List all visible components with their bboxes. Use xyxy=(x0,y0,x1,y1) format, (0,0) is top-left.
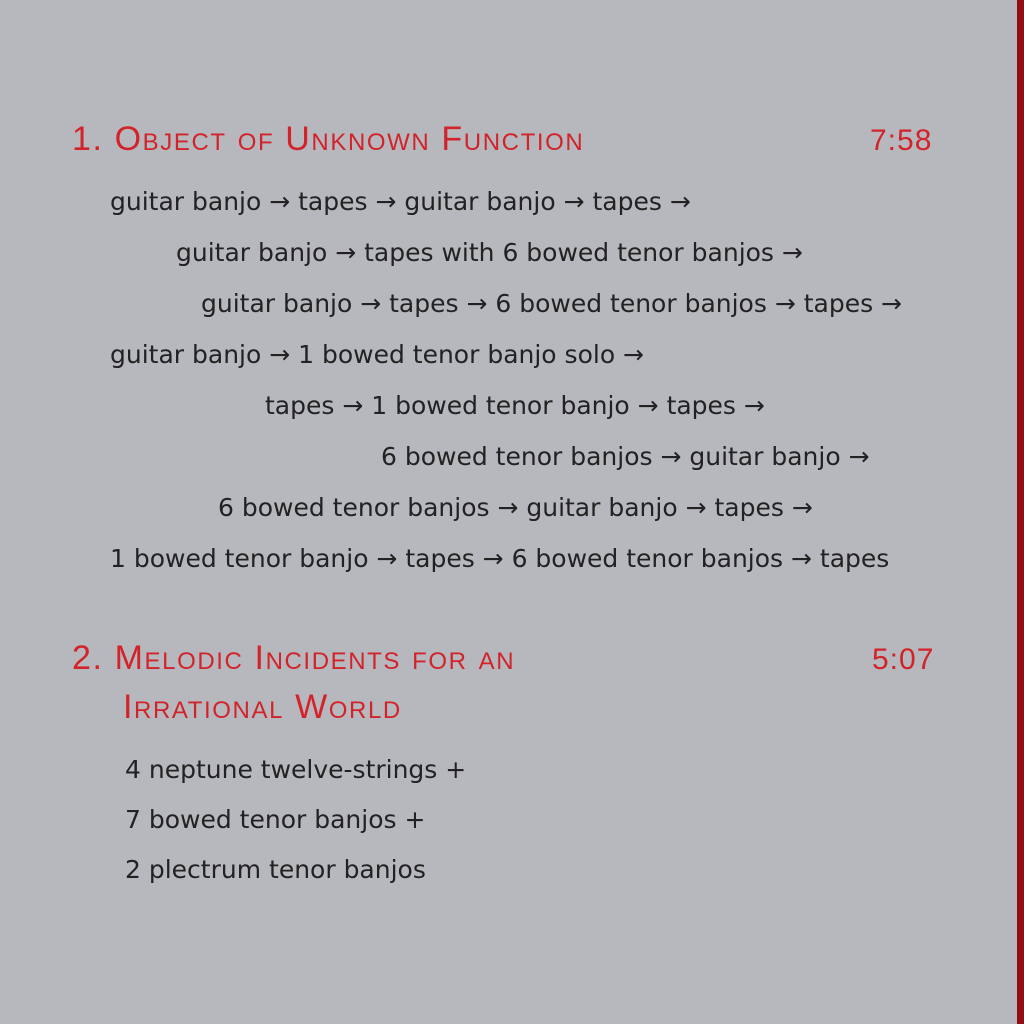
page-edge-stripe xyxy=(1017,0,1024,1024)
track-1-title: 1. Object of Unknown Function xyxy=(72,120,585,158)
track-1-duration: 7:58 xyxy=(870,124,933,157)
track-2-line-2: 7 bowed tenor banjos + xyxy=(125,805,426,834)
track-1-line-6: 6 bowed tenor banjos → guitar banjo → xyxy=(381,442,870,471)
track-1-line-1: guitar banjo → tapes → guitar banjo → tapes → xyxy=(110,187,691,216)
track-1-line-3: guitar banjo → tapes → 6 bowed tenor banjos → tapes → xyxy=(201,289,903,318)
track-2-duration: 5:07 xyxy=(872,643,935,676)
track-1-line-8: 1 bowed tenor banjo → tapes → 6 bowed tenor banjos → tapes xyxy=(110,544,890,573)
track-1-line-2: guitar banjo → tapes with 6 bowed tenor banjos → xyxy=(176,238,803,267)
track-2-title-line-2: Irrational World xyxy=(123,688,402,726)
track-1-line-5: tapes → 1 bowed tenor banjo → tapes → xyxy=(265,391,765,420)
track-2-title-line-1: 2. Melodic Incidents for an xyxy=(72,639,516,677)
track-2-line-3: 2 plectrum tenor banjos xyxy=(125,855,426,884)
track-1-line-7: 6 bowed tenor banjos → guitar banjo → tapes → xyxy=(218,493,813,522)
track-2-line-1: 4 neptune twelve-strings + xyxy=(125,755,467,784)
track-1-line-4: guitar banjo → 1 bowed tenor banjo solo → xyxy=(110,340,645,369)
